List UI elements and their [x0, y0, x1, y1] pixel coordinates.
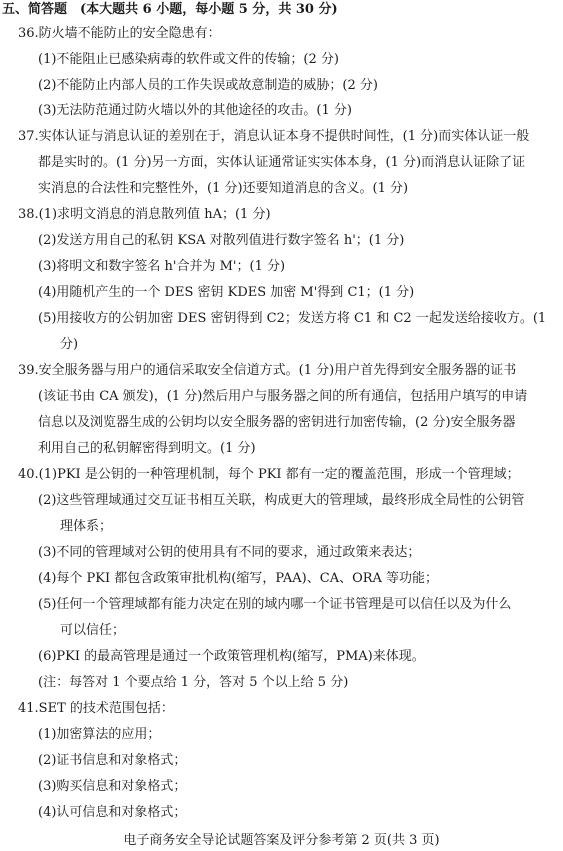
q40-item-2: (2)这些管理域通过交互证书相互关联，构成更大的管理域，最终形成全局性的公钥管 — [38, 493, 525, 508]
q37-line-2: 都是实时的。(1 分)另一方面，实体认证通常证实实体本身，(1 分)而消息认证除了证 — [38, 155, 526, 170]
q41-item-4: (4)认可信息和对象格式； — [38, 805, 187, 820]
q38-item-3: (3)将明文和数字签名 h'合并为 M'；(1 分) — [38, 259, 286, 274]
q40-item-4: (4)每个 PKI 都包含政策审批机构(缩写，PAA)、CA、ORA 等功能； — [38, 571, 439, 586]
q39-line-1: 39.安全服务器与用户的通信采取安全信道方式。(1 分)用户首先得到安全服务器的证书 — [18, 363, 517, 378]
section-header: 五、简答题 (本大题共 6 小题，每小题 5 分，共 30 分) — [2, 2, 338, 17]
q41-item-2: (2)证书信息和对象格式； — [38, 753, 187, 768]
page-footer: 电子商务安全导论试题答案及评分参考第 2 页(共 3 页) — [123, 833, 440, 848]
q37-line-3: 实消息的合法性和完整性外，(1 分)还要知道消息的含义。(1 分) — [38, 181, 409, 196]
q41-item-3: (3)购买信息和对象格式； — [38, 779, 187, 794]
q38-item-4: (4)用随机产生的一个 DES 密钥 KDES 加密 M'得到 C1；(1 分) — [38, 285, 415, 300]
q41-title: 41.SET 的技术范围包括： — [18, 701, 174, 716]
q40-item-2-cont: 理体系； — [60, 519, 113, 534]
q40-item-5-cont: 可以信任； — [60, 623, 126, 638]
q38-item-5-cont: 分) — [60, 337, 79, 352]
q38-item-1: 38.(1)求明文消息的消息散列值 hA；(1 分) — [18, 207, 271, 222]
q38-item-5: (5)用接收方的公钥加密 DES 密钥得到 C2；发送方将 C1 和 C2 一起发送给接收方。(1 — [38, 311, 547, 326]
q36-item-3: (3)无法防范通过防火墙以外的其他途径的攻击。(1 分) — [38, 103, 352, 118]
q36-item-1: (1)不能阻止已感染病毒的软件或文件的传输；(2 分) — [38, 52, 339, 67]
q39-line-2: (该证书由 CA 颁发)，(1 分)然后用户与服务器之间的所有通信，包括用户填写的申请 — [38, 389, 528, 404]
q40-item-5: (5)任何一个管理域都有能力决定在别的域内哪一个证书管理是可以信任以及为什么 — [38, 597, 512, 612]
q36-title: 36.防火墙不能防止的安全隐患有： — [18, 26, 221, 41]
q40-scoring-note: (注：每答对 1 个要点给 1 分，答对 5 个以上给 5 分) — [38, 675, 349, 690]
q40-item-3: (3)不同的管理域对公钥的使用具有不同的要求，通过政策来表达； — [38, 545, 421, 560]
q36-item-2: (2)不能防止内部人员的工作失误或故意制造的威胁；(2 分) — [38, 78, 378, 93]
q38-item-2: (2)发送方用自己的私钥 KSA 对散列值进行数字签名 h'；(1 分) — [38, 233, 405, 248]
q37-line-1: 37.实体认证与消息认证的差别在于，消息认证本身不提供时间性，(1 分)而实体认证一般 — [18, 129, 530, 144]
q39-line-4: 利用自己的私钥解密得到明文。(1 分) — [38, 441, 256, 456]
q40-item-1: 40.(1)PKI 是公钥的一种管理机制，每个 PKI 都有一定的覆盖范围，形成一个管理域； — [18, 467, 520, 482]
q40-item-6: (6)PKI 的最高管理是通过一个政策管理机构(缩写，PMA)来体现。 — [38, 649, 425, 664]
q41-item-1: (1)加密算法的应用； — [38, 727, 161, 742]
q39-line-3: 信息以及浏览器生成的公钥均以安全服务器的密钥进行加密传输，(2 分)安全服务器 — [38, 415, 516, 430]
